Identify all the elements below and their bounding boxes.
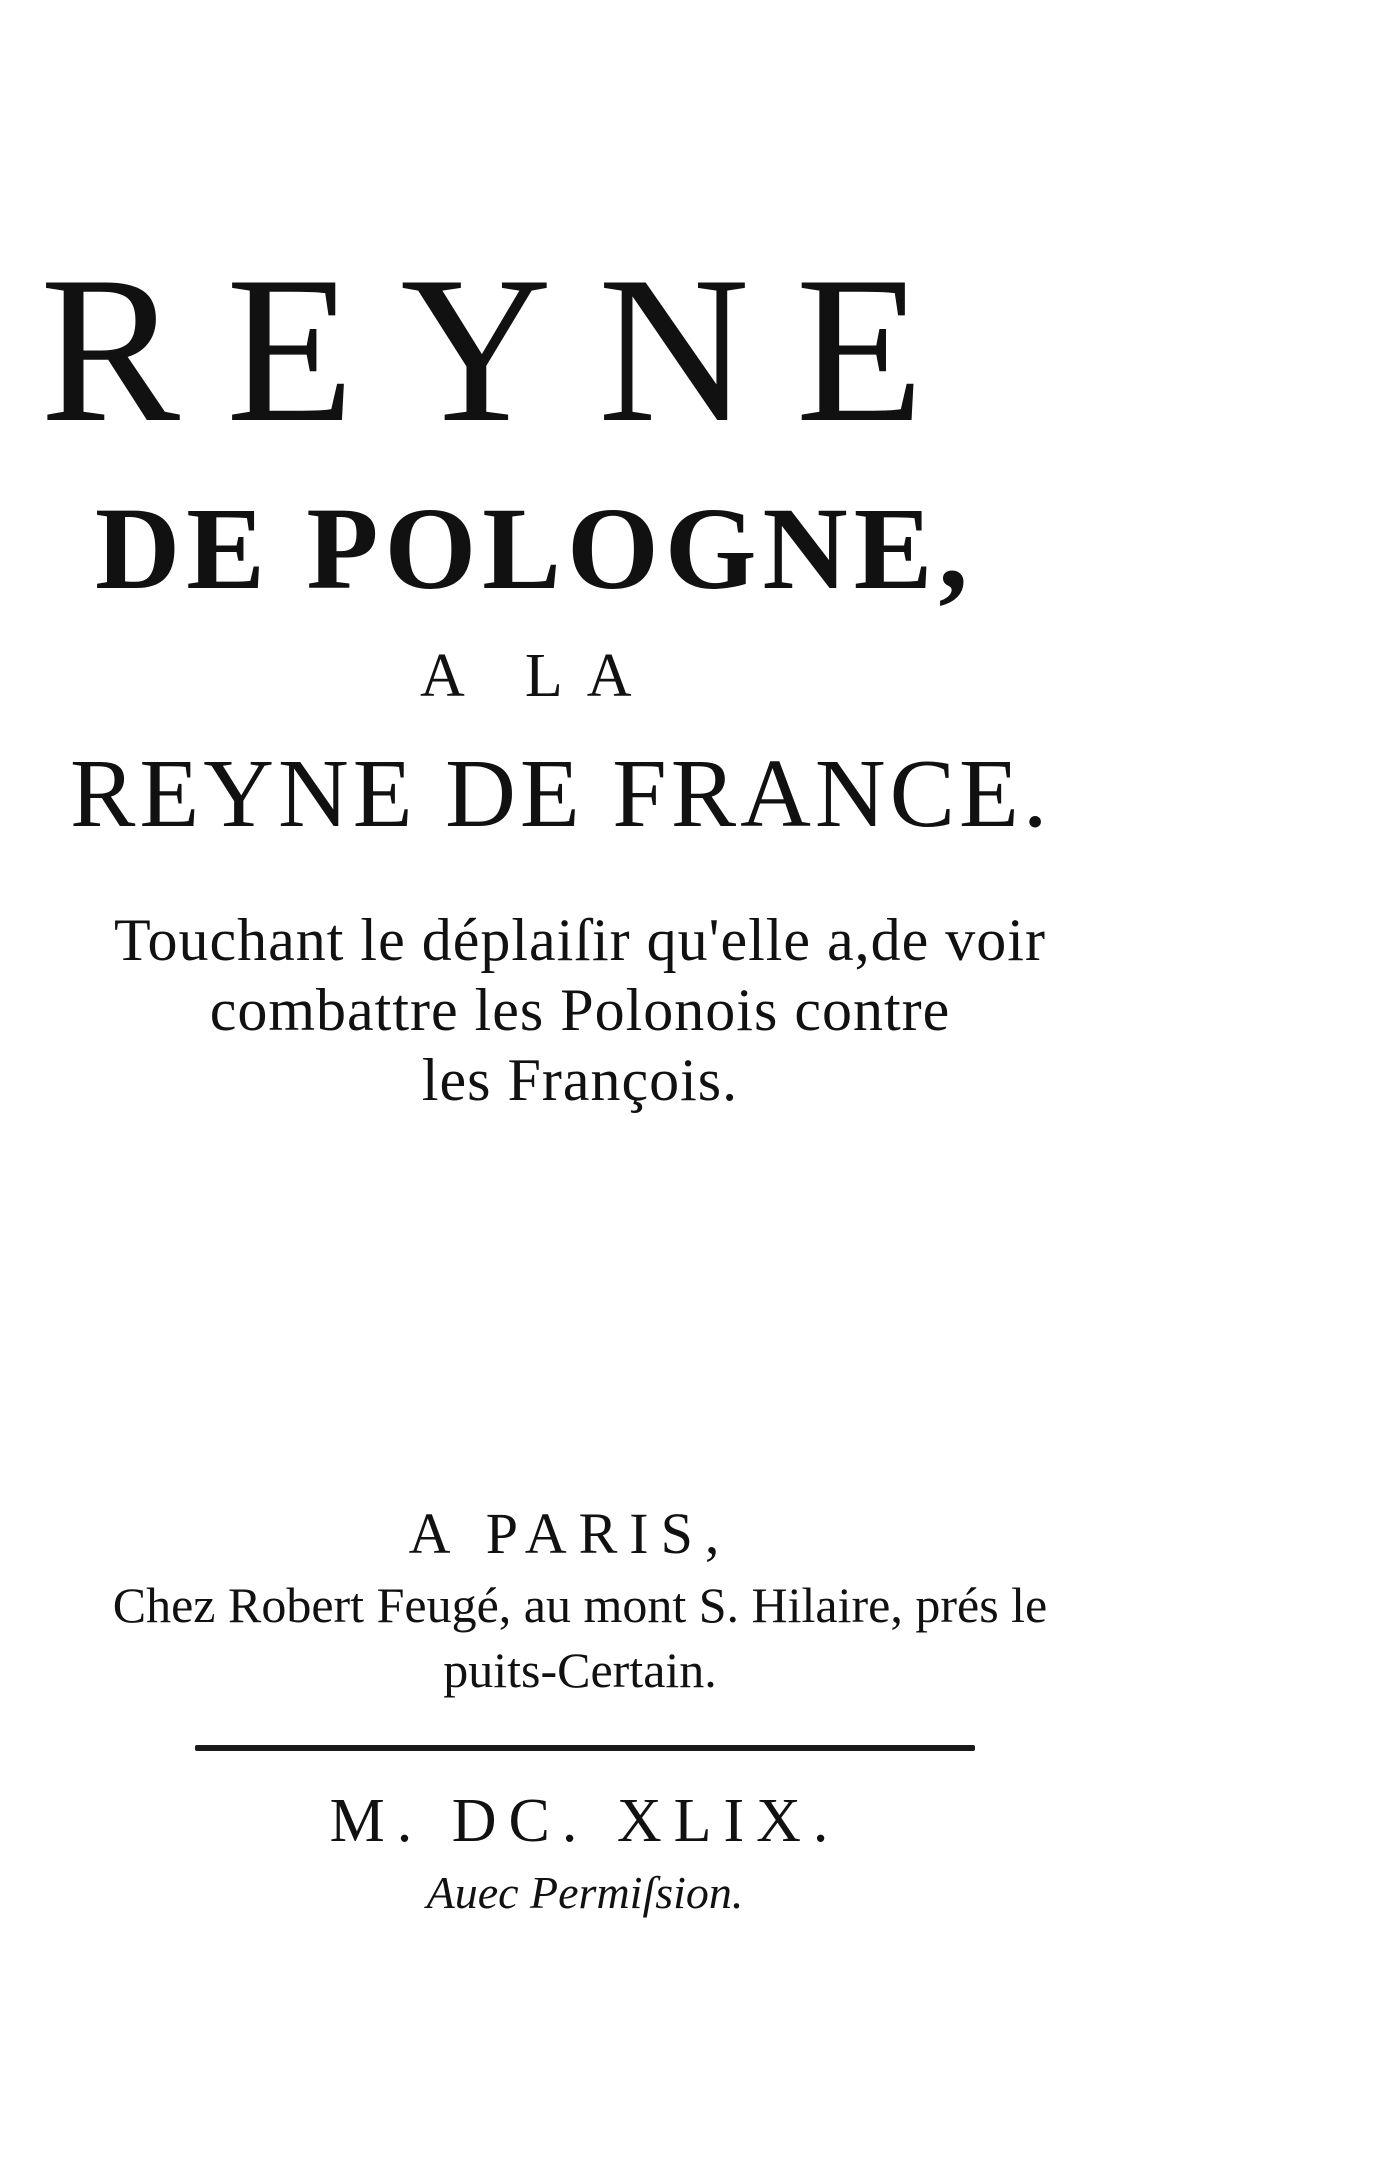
permission-note: Auec Permiſsion. [426,1867,744,1918]
title-reyne: REYNE [40,234,970,466]
subtitle-line-2: combattre les Polonois contre [209,977,951,1043]
subtitle-line-3: les François. [421,1047,739,1113]
title-a-la: A LA [420,642,656,710]
publication-date: M. DC. XLIX. [329,1787,841,1855]
horizontal-rule [195,1745,975,1751]
imprint-publisher-line-2: puits-Certain. [443,1642,717,1698]
imprint-place: A PARIS, [408,1501,732,1566]
title-de-pologne: DE POLOGNE, [95,483,974,614]
title-reyne-de-france: REYNE DE FRANCE. [70,740,1052,848]
subtitle-line-1: Touchant le déplaiſir qu'elle a,de voir [114,907,1046,973]
imprint-publisher-line-1: Chez Robert Feugé, au mont S. Hilaire, prés le [112,1577,1048,1633]
